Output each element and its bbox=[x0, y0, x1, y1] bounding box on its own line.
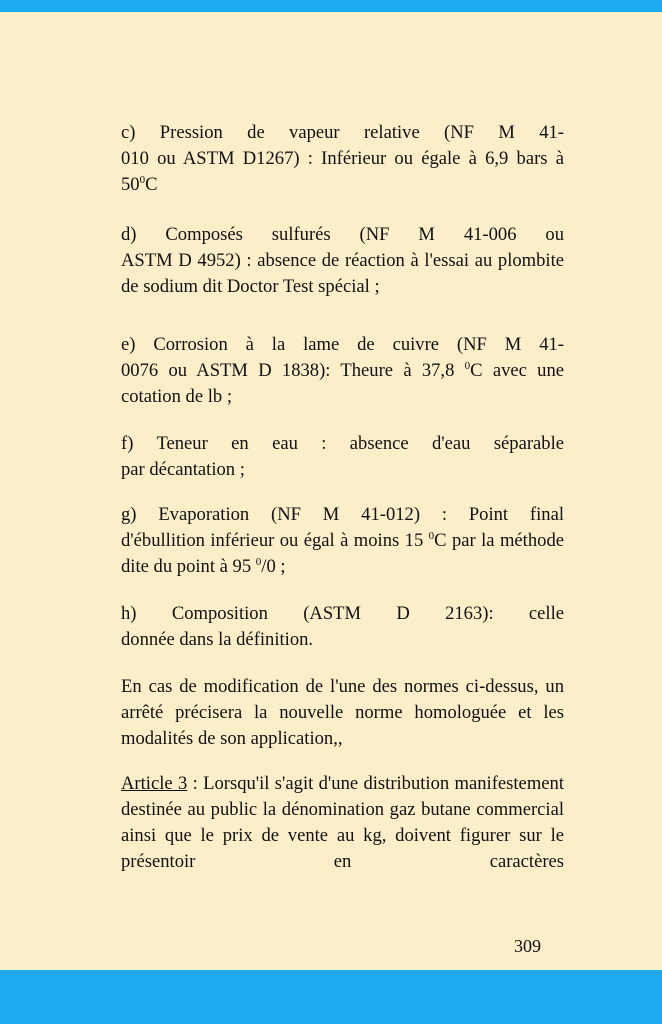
item-c-text-end: C bbox=[145, 174, 158, 195]
item-c-label: c) bbox=[121, 122, 136, 143]
item-c-title: Pression de vapeur relative (NF M 41- bbox=[159, 122, 564, 143]
item-g-first-line bbox=[121, 502, 564, 528]
item-h-label: h) bbox=[121, 603, 137, 624]
item-f-title: Teneur en eau : absence d'eau séparable bbox=[156, 433, 565, 454]
page-number: 309 bbox=[514, 936, 541, 956]
item-c-body bbox=[121, 146, 564, 198]
percent-sup: 0 bbox=[255, 556, 262, 568]
bottom-band bbox=[0, 970, 662, 1024]
item-e-title: Corrosion à la lame de cuivre (NF M 41- bbox=[153, 334, 564, 355]
item-e-text-end: C avec une cotation de lb ; bbox=[121, 360, 564, 407]
top-band bbox=[0, 0, 662, 12]
item-d-first-line bbox=[121, 222, 564, 248]
item-e-text: 0076 ou ASTM D 1838): Theure à 37,8 bbox=[121, 360, 465, 381]
article-3-text: : Lorsqu'il s'agit d'une distribution manifestement destinée au public la dénomination gaz butane commercial ainsi que le prix de vente au kg, doivent figurer sur le présentoir en caractères bbox=[121, 773, 564, 872]
degree-sup: 0 bbox=[139, 174, 146, 186]
item-d-body: ASTM D 4952) : absence de réaction à l'essai au plombite de sodium dit Doctor Test spécial ; bbox=[121, 250, 564, 297]
item-d-title: Composés sulfurés (NF M 41-006 ou bbox=[165, 224, 564, 245]
item-f-body: par décantation ; bbox=[121, 459, 245, 480]
item-g-label: g) bbox=[121, 504, 137, 525]
item-c-text: 010 ou ASTM D1267) : Inférieur ou égale à 6,9 bars à 50 bbox=[121, 148, 564, 195]
item-g-body bbox=[121, 528, 564, 580]
item-g-text-end: /0 ; bbox=[261, 556, 286, 577]
article-3-heading: Article 3 bbox=[121, 773, 188, 794]
degree-sup: 0 bbox=[428, 530, 435, 542]
item-e-first-line bbox=[121, 332, 564, 358]
item-g-text-mid: C par la méthode dite du point à 95 bbox=[121, 530, 564, 577]
document-body bbox=[121, 120, 564, 875]
degree-sup: 0 bbox=[464, 360, 471, 372]
item-g-title: Evaporation (NF M 41-012) : Point final bbox=[158, 504, 564, 525]
norms-paragraph: En cas de modification de l'une des normes ci-dessus, un arrêté précisera la nouvelle norme homologuée et les modalités de son application,, bbox=[121, 676, 564, 749]
item-h-body: donnée dans la définition. bbox=[121, 629, 314, 650]
article-3-paragraph bbox=[121, 771, 564, 875]
item-d-label: d) bbox=[121, 224, 137, 245]
item-g-text: d'ébullition inférieur ou égal à moins 15 bbox=[121, 530, 429, 551]
item-c-first-line bbox=[121, 120, 564, 146]
item-e-label: e) bbox=[121, 334, 136, 355]
item-f-label: f) bbox=[121, 433, 134, 454]
item-h-title: Composition (ASTM D 2163): celle bbox=[171, 603, 565, 624]
item-f-first-line bbox=[121, 431, 564, 457]
item-h-first-line bbox=[121, 601, 564, 627]
item-e-body bbox=[121, 358, 564, 410]
